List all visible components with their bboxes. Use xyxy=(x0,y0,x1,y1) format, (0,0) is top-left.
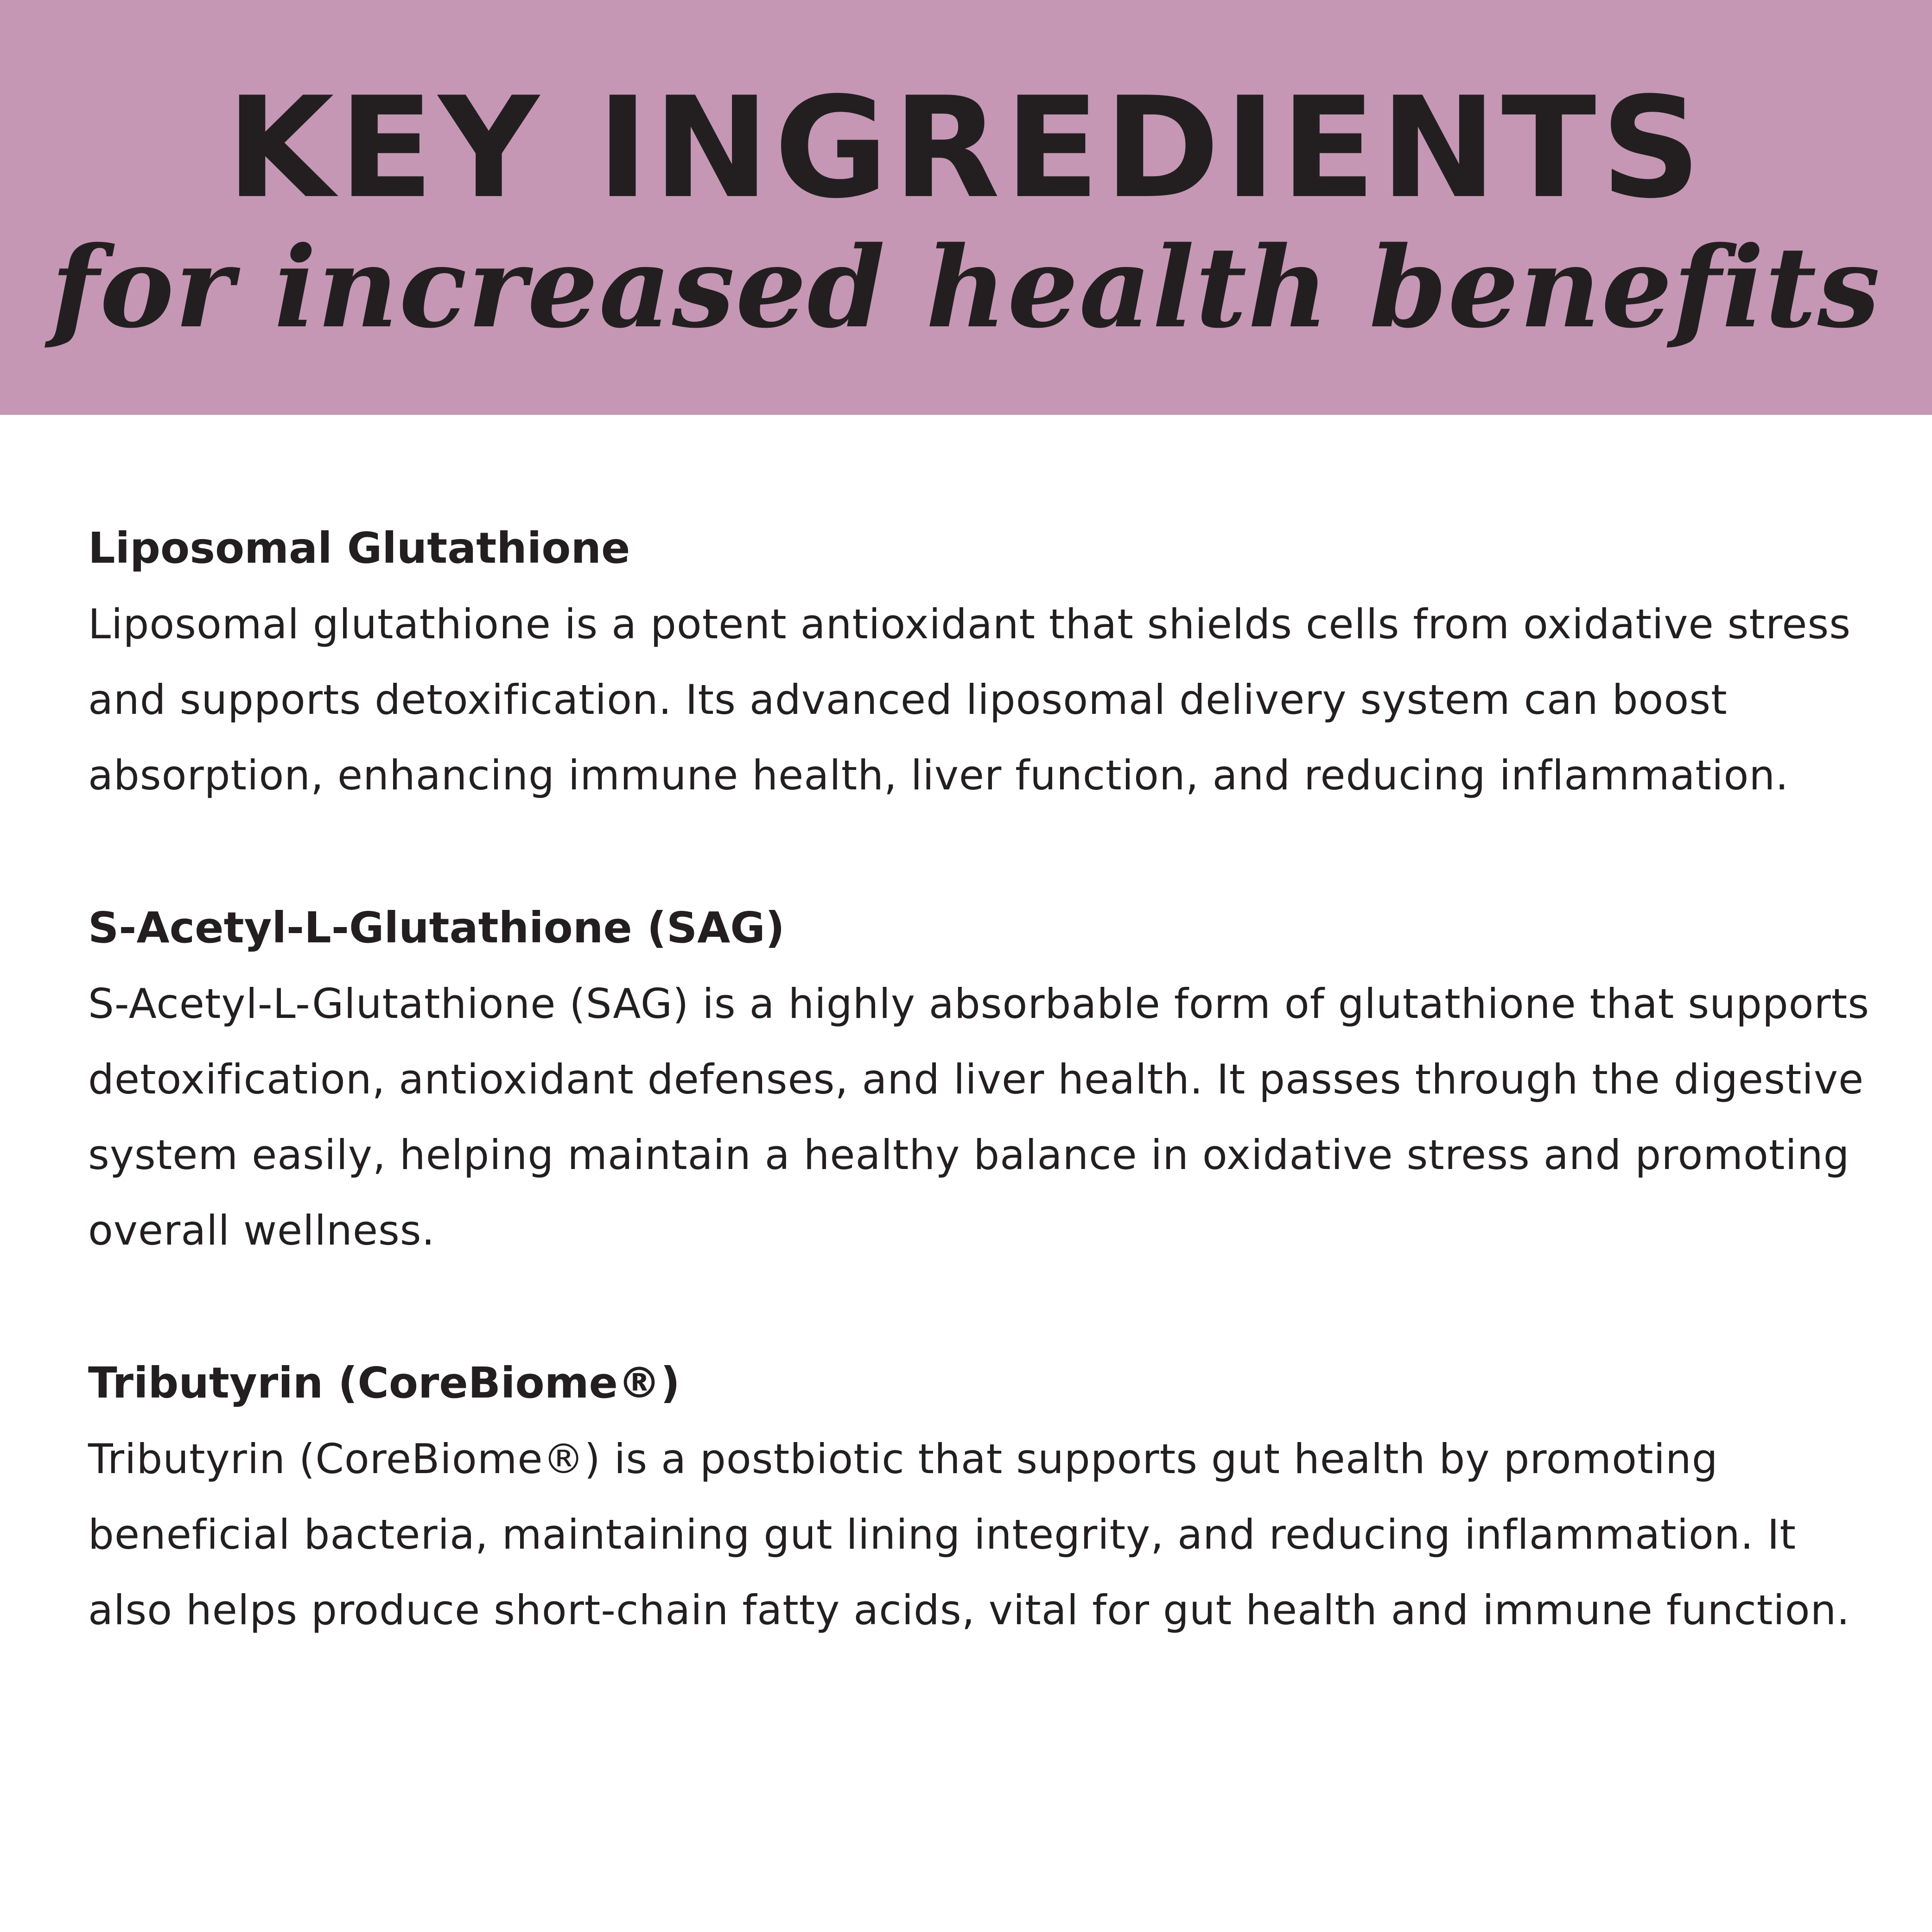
ingredient-name: S-Acetyl-L-Glutathione (SAG) xyxy=(88,903,785,953)
header-banner xyxy=(0,0,1932,415)
page-subtitle: for increased health benefits xyxy=(51,222,1881,353)
ingredient-description: S-Acetyl-L-Glutathione (SAG) is a highly absorbable form of glutathione that supports detoxification, antioxidant defenses, and liver health. It passes through the digestive system easily, helping maintain a healthy balance in oxidative stress and promoting overall wellness. xyxy=(88,980,1870,1254)
ingredient-item-s-acetyl-l-glutathione xyxy=(88,890,1887,1268)
ingredient-name: Liposomal Glutathione xyxy=(88,523,630,573)
ingredient-item-tributyrin xyxy=(88,1345,1887,1648)
ingredient-description: Liposomal glutathione is a potent antioxidant that shields cells from oxidative stress and supports detoxification. Its advanced liposomal delivery system can boost absorption, enhancing immune health, liver function, and reducing inflammation. xyxy=(88,600,1851,799)
ingredients-list xyxy=(88,510,1887,1724)
ingredient-item-liposomal-glutathione xyxy=(88,510,1887,813)
page-title: KEY INGREDIENTS xyxy=(226,67,1706,229)
ingredient-name: Tributyrin (CoreBiome®) xyxy=(88,1358,680,1408)
ingredient-description: Tributyrin (CoreBiome®) is a postbiotic that supports gut health by promoting beneficial bacteria, maintaining gut lining integrity, and reducing inflammation. It also helps produce short-chain fatty acids, vital for gut health and immune function. xyxy=(88,1435,1850,1634)
